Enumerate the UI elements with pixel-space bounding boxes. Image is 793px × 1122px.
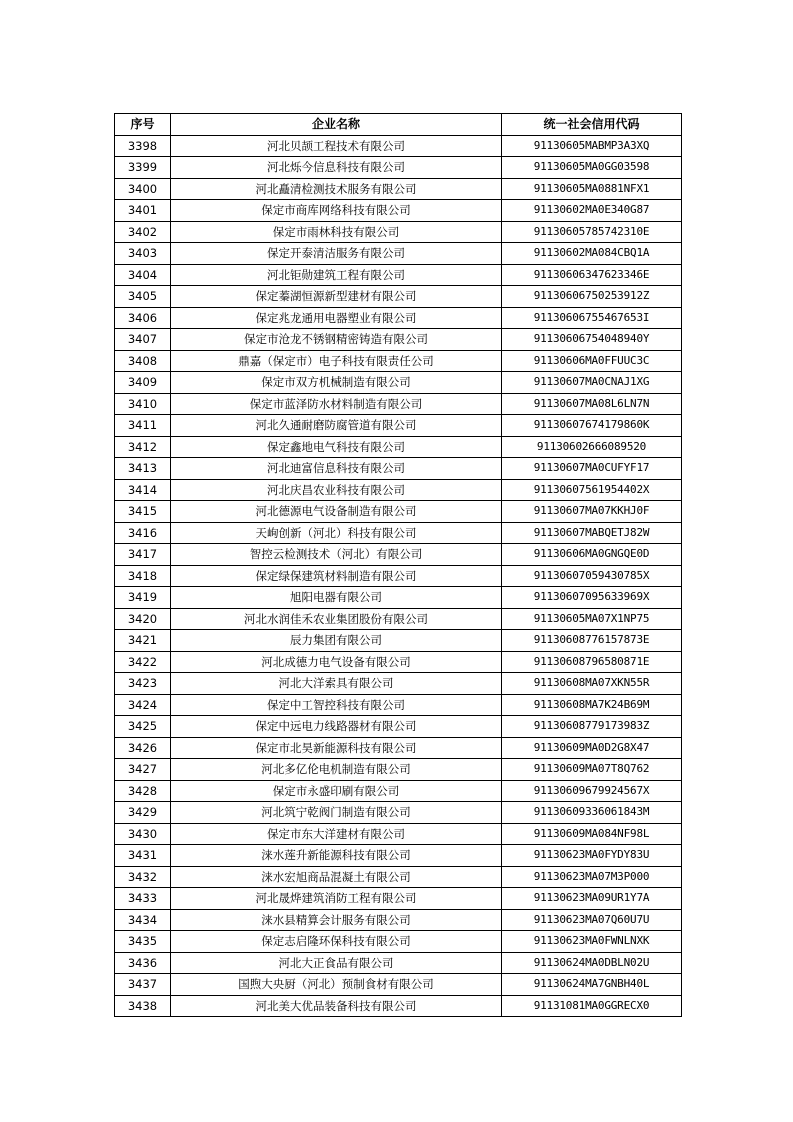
table-row bbox=[115, 157, 682, 179]
row-company-name: 河北贝颉工程技术有限公司 bbox=[171, 135, 502, 157]
table-row bbox=[115, 845, 682, 867]
table-row bbox=[115, 458, 682, 480]
row-serial: 3411 bbox=[115, 415, 171, 437]
row-credit-code: 91130624MA0DBLN02U bbox=[502, 952, 682, 974]
table-row bbox=[115, 651, 682, 673]
row-company-name: 河北钜勋建筑工程有限公司 bbox=[171, 264, 502, 286]
row-serial: 3435 bbox=[115, 931, 171, 953]
row-credit-code: 91130607561954402X bbox=[502, 479, 682, 501]
row-serial: 3398 bbox=[115, 135, 171, 157]
row-credit-code: 91130602MA084CBQ1A bbox=[502, 243, 682, 265]
row-company-name: 保定中工智控科技有限公司 bbox=[171, 694, 502, 716]
row-serial: 3412 bbox=[115, 436, 171, 458]
row-company-name: 河北美大优品装备科技有限公司 bbox=[171, 995, 502, 1017]
row-serial: 3414 bbox=[115, 479, 171, 501]
row-serial: 3415 bbox=[115, 501, 171, 523]
row-credit-code: 91130608779173983Z bbox=[502, 716, 682, 738]
row-company-name: 河北筑宁乾阀门制造有限公司 bbox=[171, 802, 502, 824]
row-serial: 3438 bbox=[115, 995, 171, 1017]
table-row bbox=[115, 135, 682, 157]
row-company-name: 河北德源电气设备制造有限公司 bbox=[171, 501, 502, 523]
row-credit-code: 91130602MA0E340G87 bbox=[502, 200, 682, 222]
row-company-name: 鼎嘉（保定市）电子科技有限责任公司 bbox=[171, 350, 502, 372]
row-company-name: 保定市永盛印刷有限公司 bbox=[171, 780, 502, 802]
table-row bbox=[115, 823, 682, 845]
table-row bbox=[115, 501, 682, 523]
table-row bbox=[115, 393, 682, 415]
row-serial: 3407 bbox=[115, 329, 171, 351]
row-credit-code: 91130623MA07Q60U7U bbox=[502, 909, 682, 931]
row-company-name: 天峋创新（河北）科技有限公司 bbox=[171, 522, 502, 544]
table-header-row bbox=[115, 114, 682, 136]
row-credit-code: 91130605MA0881NFX1 bbox=[502, 178, 682, 200]
table-row bbox=[115, 780, 682, 802]
row-company-name: 河北水润佳禾农业集团股份有限公司 bbox=[171, 608, 502, 630]
row-serial: 3433 bbox=[115, 888, 171, 910]
table-row bbox=[115, 673, 682, 695]
table-row bbox=[115, 608, 682, 630]
table-row bbox=[115, 544, 682, 566]
row-credit-code: 91130609336061843M bbox=[502, 802, 682, 824]
row-serial: 3409 bbox=[115, 372, 171, 394]
row-company-name: 保定市双方机械制造有限公司 bbox=[171, 372, 502, 394]
table-row bbox=[115, 888, 682, 910]
row-company-name: 涞水宏旭商品混凝土有限公司 bbox=[171, 866, 502, 888]
row-serial: 3423 bbox=[115, 673, 171, 695]
row-serial: 3410 bbox=[115, 393, 171, 415]
row-serial: 3434 bbox=[115, 909, 171, 931]
row-serial: 3417 bbox=[115, 544, 171, 566]
row-credit-code: 91130605MA0GG03598 bbox=[502, 157, 682, 179]
row-credit-code: 91130606347623346E bbox=[502, 264, 682, 286]
row-credit-code: 91130607059430785X bbox=[502, 565, 682, 587]
row-credit-code: 91130609MA084NF98L bbox=[502, 823, 682, 845]
row-credit-code: 91130602666089520 bbox=[502, 436, 682, 458]
row-credit-code: 91130606750253912Z bbox=[502, 286, 682, 308]
row-credit-code: 91130609679924567X bbox=[502, 780, 682, 802]
row-company-name: 保定绿保建筑材料制造有限公司 bbox=[171, 565, 502, 587]
row-company-name: 河北成德力电气设备有限公司 bbox=[171, 651, 502, 673]
row-company-name: 保定市蓝泽防水材料制造有限公司 bbox=[171, 393, 502, 415]
row-serial: 3428 bbox=[115, 780, 171, 802]
table-row bbox=[115, 243, 682, 265]
table-row bbox=[115, 694, 682, 716]
row-serial: 3424 bbox=[115, 694, 171, 716]
row-company-name: 河北迪富信息科技有限公司 bbox=[171, 458, 502, 480]
row-company-name: 保定志启隆环保科技有限公司 bbox=[171, 931, 502, 953]
table-row bbox=[115, 909, 682, 931]
table-row bbox=[115, 415, 682, 437]
row-company-name: 智控云检测技术（河北）有限公司 bbox=[171, 544, 502, 566]
row-serial: 3400 bbox=[115, 178, 171, 200]
row-credit-code: 91131081MA0GGRECX0 bbox=[502, 995, 682, 1017]
header-company-name: 企业名称 bbox=[171, 114, 502, 136]
table-row bbox=[115, 630, 682, 652]
row-company-name: 辰力集团有限公司 bbox=[171, 630, 502, 652]
row-serial: 3425 bbox=[115, 716, 171, 738]
table-row bbox=[115, 436, 682, 458]
row-credit-code: 91130623MA0FYDY83U bbox=[502, 845, 682, 867]
row-company-name: 保定市雨林科技有限公司 bbox=[171, 221, 502, 243]
row-serial: 3403 bbox=[115, 243, 171, 265]
row-company-name: 河北久通耐磨防腐管道有限公司 bbox=[171, 415, 502, 437]
table-body bbox=[115, 135, 682, 1017]
row-credit-code: 91130607MABQETJ82W bbox=[502, 522, 682, 544]
row-company-name: 旭阳电器有限公司 bbox=[171, 587, 502, 609]
row-serial: 3404 bbox=[115, 264, 171, 286]
row-serial: 3420 bbox=[115, 608, 171, 630]
enterprise-table bbox=[114, 113, 682, 1017]
row-serial: 3426 bbox=[115, 737, 171, 759]
table-row bbox=[115, 372, 682, 394]
row-company-name: 河北晟烨建筑消防工程有限公司 bbox=[171, 888, 502, 910]
row-credit-code: 91130606754048940Y bbox=[502, 329, 682, 351]
table-row bbox=[115, 264, 682, 286]
row-credit-code: 91130607095633969X bbox=[502, 587, 682, 609]
row-serial: 3427 bbox=[115, 759, 171, 781]
table-row bbox=[115, 866, 682, 888]
table-row bbox=[115, 178, 682, 200]
table-row bbox=[115, 737, 682, 759]
row-serial: 3416 bbox=[115, 522, 171, 544]
row-serial: 3436 bbox=[115, 952, 171, 974]
row-credit-code: 91130607674179860K bbox=[502, 415, 682, 437]
row-credit-code: 91130608MA7K24B69M bbox=[502, 694, 682, 716]
row-company-name: 保定中远电力线路器材有限公司 bbox=[171, 716, 502, 738]
row-company-name: 河北烁今信息科技有限公司 bbox=[171, 157, 502, 179]
table-row bbox=[115, 329, 682, 351]
row-serial: 3429 bbox=[115, 802, 171, 824]
row-credit-code: 91130608MA07XKN55R bbox=[502, 673, 682, 695]
row-company-name: 保定市商库网络科技有限公司 bbox=[171, 200, 502, 222]
row-credit-code: 91130607MA0CUFYF17 bbox=[502, 458, 682, 480]
table-row bbox=[115, 200, 682, 222]
table-row bbox=[115, 479, 682, 501]
row-serial: 3432 bbox=[115, 866, 171, 888]
row-credit-code: 91130607MA0CNAJ1XG bbox=[502, 372, 682, 394]
row-credit-code: 91130623MA07M3P000 bbox=[502, 866, 682, 888]
row-serial: 3421 bbox=[115, 630, 171, 652]
row-credit-code: 91130609MA0D2G8X47 bbox=[502, 737, 682, 759]
row-company-name: 涞水莲升新能源科技有限公司 bbox=[171, 845, 502, 867]
row-company-name: 保定市北昊新能源科技有限公司 bbox=[171, 737, 502, 759]
table-row bbox=[115, 802, 682, 824]
row-company-name: 国煦大央厨（河北）预制食材有限公司 bbox=[171, 974, 502, 996]
row-credit-code: 91130607MA08L6LN7N bbox=[502, 393, 682, 415]
row-company-name: 保定鑫地电气科技有限公司 bbox=[171, 436, 502, 458]
table-row bbox=[115, 350, 682, 372]
row-serial: 3418 bbox=[115, 565, 171, 587]
row-serial: 3431 bbox=[115, 845, 171, 867]
row-credit-code: 91130606MA0GNGQE0D bbox=[502, 544, 682, 566]
table-row bbox=[115, 974, 682, 996]
row-credit-code: 91130623MA09UR1Y7A bbox=[502, 888, 682, 910]
row-company-name: 涞水县精算会计服务有限公司 bbox=[171, 909, 502, 931]
row-serial: 3419 bbox=[115, 587, 171, 609]
row-company-name: 河北矗清检测技术服务有限公司 bbox=[171, 178, 502, 200]
table-row bbox=[115, 587, 682, 609]
row-company-name: 保定市东大洋建材有限公司 bbox=[171, 823, 502, 845]
row-serial: 3402 bbox=[115, 221, 171, 243]
table-row bbox=[115, 221, 682, 243]
row-credit-code: 91130606MA0FFUUC3C bbox=[502, 350, 682, 372]
row-serial: 3430 bbox=[115, 823, 171, 845]
row-credit-code: 91130605MABMP3A3XQ bbox=[502, 135, 682, 157]
row-company-name: 河北庆昌农业科技有限公司 bbox=[171, 479, 502, 501]
table-row bbox=[115, 759, 682, 781]
table-row bbox=[115, 995, 682, 1017]
row-company-name: 河北多亿伦电机制造有限公司 bbox=[171, 759, 502, 781]
row-credit-code: 91130609MA07T8Q762 bbox=[502, 759, 682, 781]
row-credit-code: 91130607MA07KKHJ0F bbox=[502, 501, 682, 523]
table-row bbox=[115, 286, 682, 308]
table-row bbox=[115, 716, 682, 738]
header-credit-code: 统一社会信用代码 bbox=[502, 114, 682, 136]
table-row bbox=[115, 952, 682, 974]
row-serial: 3399 bbox=[115, 157, 171, 179]
row-company-name: 保定兆龙通用电器塑业有限公司 bbox=[171, 307, 502, 329]
table-row bbox=[115, 931, 682, 953]
row-serial: 3422 bbox=[115, 651, 171, 673]
table-row bbox=[115, 565, 682, 587]
row-company-name: 保定市沧龙不锈钢精密铸造有限公司 bbox=[171, 329, 502, 351]
row-company-name: 河北大洋索具有限公司 bbox=[171, 673, 502, 695]
row-company-name: 保定开泰清洁服务有限公司 bbox=[171, 243, 502, 265]
row-credit-code: 91130605MA07X1NP75 bbox=[502, 608, 682, 630]
row-serial: 3405 bbox=[115, 286, 171, 308]
row-serial: 3406 bbox=[115, 307, 171, 329]
header-serial: 序号 bbox=[115, 114, 171, 136]
table-row bbox=[115, 522, 682, 544]
row-serial: 3413 bbox=[115, 458, 171, 480]
row-credit-code: 91130605785742310E bbox=[502, 221, 682, 243]
row-company-name: 河北大正食品有限公司 bbox=[171, 952, 502, 974]
row-serial: 3408 bbox=[115, 350, 171, 372]
row-company-name: 保定蓁湖恒源新型建材有限公司 bbox=[171, 286, 502, 308]
row-credit-code: 91130624MA7GNBH40L bbox=[502, 974, 682, 996]
table-row bbox=[115, 307, 682, 329]
row-serial: 3401 bbox=[115, 200, 171, 222]
row-credit-code: 91130608776157873E bbox=[502, 630, 682, 652]
row-credit-code: 91130623MA0FWNLNXK bbox=[502, 931, 682, 953]
row-serial: 3437 bbox=[115, 974, 171, 996]
row-credit-code: 91130608796580871E bbox=[502, 651, 682, 673]
row-credit-code: 91130606755467653I bbox=[502, 307, 682, 329]
